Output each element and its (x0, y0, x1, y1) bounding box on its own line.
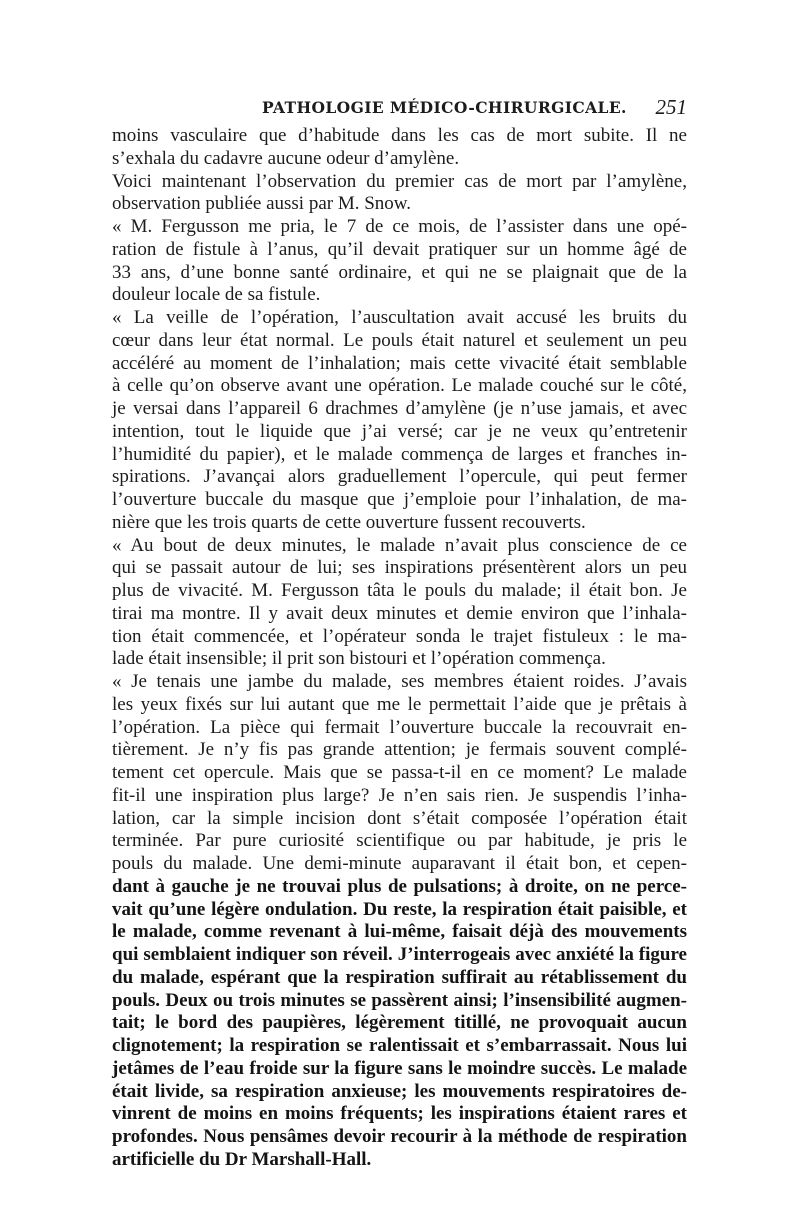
text-line: à celle qu’on observe avant une opération. Le malade couché sur le côté, (112, 375, 687, 397)
running-head (112, 95, 687, 124)
text-line: « Je tenais une jambe du malade, ses membres étaient roides. J’avais (112, 671, 687, 692)
text-line: accéléré au moment de l’inhalation; mais cette vivacité était semblable (112, 352, 687, 374)
text-line: tion était commencée, et l’opérateur sonda le trajet fistuleux : le ma- (112, 625, 687, 647)
body-text (112, 125, 687, 1172)
text-line: lade était insensible; il prit son bistouri et l’opération commença. (112, 648, 606, 670)
text-line: dant à gauche je ne trouvai plus de pulsations; à droite, on ne perce- (112, 875, 687, 897)
text-line: « M. Fergusson me pria, le 7 de ce mois, de l’assister dans une opé- (112, 216, 687, 237)
text-line: « La veille de l’opération, l’auscultation avait accusé les bruits du (112, 307, 687, 328)
text-line: fit-il une inspiration plus large? Je n’en sais rien. Je suspendis l’inha- (112, 784, 687, 806)
text-line: vinrent de moins en moins fréquents; les inspirations étaient rares et (112, 1103, 687, 1125)
text-line: l’ouverture buccale du masque que j’emploie pour l’inhalation, de ma- (112, 489, 687, 510)
text-line: qui semblaient indiquer son réveil. J’interrogeais avec anxiété la figure (112, 944, 687, 965)
text-line: lation, car la simple incision dont s’était composée l’opération était (112, 807, 687, 829)
text-line: 33 ans, d’une bonne santé ordinaire, et qui ne se plaignait que de la (112, 261, 687, 283)
text-line: les yeux fixés sur lui autant que me le permettait l’aide que je prêtais à (112, 693, 687, 715)
text-line: Voici maintenant l’observation du premier cas de mort par l’amylène, (112, 170, 687, 192)
text-line: vait qu’une légère ondulation. Du reste, la respiration était paisible, et (112, 898, 687, 920)
page-number: 251 (655, 95, 687, 119)
text-line: intention, tout le liquide que j’ai versé; car je ne veux qu’entretenir (112, 420, 687, 442)
text-line: l’opération. La pièce qui fermait l’ouverture buccale la recouvrait en- (112, 716, 687, 738)
running-title: PATHOLOGIE MÉDICO-CHIRURGICALE. (262, 98, 627, 117)
text-line: plus de vivacité. M. Fergusson tâta le pouls du malade; il était bon. Je (112, 580, 687, 601)
text-line: était livide, sa respiration anxieuse; les mouvements respiratoires de- (112, 1080, 687, 1102)
text-line: tirai ma montre. Il y avait deux minutes et demie environ que l’inhala- (112, 602, 687, 624)
text-line: pouls du malade. Une demi-minute auparavant il était bon, et cepen- (112, 853, 687, 874)
text-line: tièrement. Je n’y fis pas grande attention; je fermais souvent complé- (112, 739, 687, 761)
text-line: l’humidité du papier), et le malade commença de larges et franches in- (112, 443, 687, 465)
text-line: nière que les trois quarts de cette ouverture fussent recouverts. (112, 511, 586, 533)
text-line: douleur locale de sa fistule. (112, 284, 321, 306)
text-line: observation publiée aussi par M. Snow. (112, 193, 412, 215)
text-line: spirations. J’avançai alors graduellement l’opercule, qui peut fermer (112, 466, 687, 488)
text-line: ration de fistule à l’anus, qu’il devait pratiquer sur un homme âgé de (112, 238, 687, 260)
text-line: je versai dans l’appareil 6 drachmes d’amylène (je n’use jamais, et avec (112, 398, 687, 419)
text-line: tement cet opercule. Mais que se passa-t-il en ce moment? Le malade (112, 762, 687, 783)
text-line: du malade, espérant que la respiration suffirait au rétablissement du (112, 966, 687, 988)
text-line: jetâmes de l’eau froide sur la figure sans le moindre succès. Le malade (112, 1057, 687, 1079)
text-line: s’exhala du cadavre aucune odeur d’amylène. (112, 147, 460, 169)
text-line: artificielle du Dr Marshall-Hall. (112, 1148, 372, 1170)
text-line: terminée. Par pure curiosité scientifique ou par habitude, je pris le (112, 830, 687, 852)
text-line: tait; le bord des paupières, légèrement titillé, ne provoquait aucun (112, 1012, 687, 1034)
text-line: profondes. Nous pensâmes devoir recourir à la méthode de respiration (112, 1126, 687, 1147)
text-line: cœur dans leur état normal. Le pouls était naturel et seulement un peu (112, 329, 687, 351)
text-line: clignotement; la respiration se ralentissait et s’embarrassait. Nous lui (112, 1035, 687, 1056)
text-line: pouls. Deux ou trois minutes se passèrent ainsi; l’insensibilité augmen- (112, 989, 687, 1011)
text-line: le malade, comme revenant à lui-même, faisait déjà des mouvements (112, 921, 687, 943)
text-line: « Au bout de deux minutes, le malade n’avait plus conscience de ce (112, 534, 687, 556)
text-line: moins vasculaire que d’habitude dans les cas de mort subite. Il ne (112, 125, 687, 146)
text-line: qui se passait autour de lui; ses inspirations présentèrent alors un peu (112, 557, 687, 579)
